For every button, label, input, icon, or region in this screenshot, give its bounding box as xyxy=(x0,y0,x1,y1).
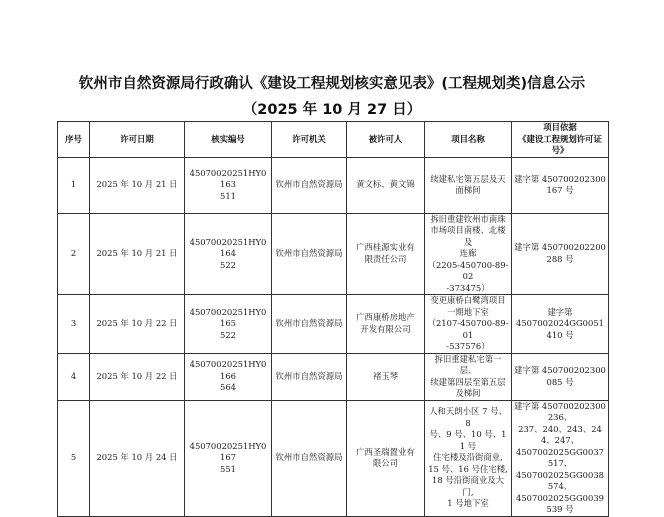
document-title: 钦州市自然资源局行政确认《建设工程规划核实意见表》(工程规划类)信息公示 xyxy=(78,76,586,92)
cell-licensee: 褚玉琴 xyxy=(347,353,425,400)
cell-authority: 钦州市自然资源局 xyxy=(272,295,347,354)
cell-authority: 钦州市自然资源局 xyxy=(272,400,347,516)
header-project: 项目名称 xyxy=(425,122,512,158)
cell-basis: 建字第 450700202200288 号 xyxy=(512,213,609,295)
cell-project: 续建私宅第五层及天 面梯间 xyxy=(425,157,512,213)
cell-project: 拆旧重建私宅第一层、 续建第四层至第五层 及梯间 xyxy=(425,353,512,400)
cell-no: 1 xyxy=(58,157,90,213)
cell-code: 45070020251HY0164 522 xyxy=(185,213,272,295)
cell-licensee: 广西桂源实业有 限责任公司 xyxy=(347,213,425,295)
cell-basis: 建字第 4507002024GG0051410 号 xyxy=(512,295,609,354)
table-row xyxy=(58,400,609,516)
cell-licensee: 黄文标、黄文锦 xyxy=(347,157,425,213)
cell-date: 2025 年 10 月 22 日 xyxy=(90,295,185,354)
cell-code: 45070020251HY0165 522 xyxy=(185,295,272,354)
cell-code: 45070020251HY0166 564 xyxy=(185,353,272,400)
cell-project: 人和天朗小区 7 号、8 号、9 号、10 号、11 号 住宅楼及沿街商业, 15 号、16 号住宅楼, 18 号沿街商业及大门, 1 号地下室 xyxy=(425,400,512,516)
cell-licensee: 广西康桥房地产 开发有限公司 xyxy=(347,295,425,354)
cell-project: 变更康桥白鹭湾项目 一期地下室 （2107-450700-89-01 -537576） xyxy=(425,295,512,354)
info-table xyxy=(57,121,609,517)
table-row xyxy=(58,353,609,400)
table-row xyxy=(58,157,609,213)
cell-no: 2 xyxy=(58,213,90,295)
cell-no: 4 xyxy=(58,353,90,400)
cell-authority: 钦州市自然资源局 xyxy=(272,213,347,295)
header-authority: 许可机关 xyxy=(272,122,347,158)
cell-project: 拆旧重建钦州市南珠 市场项目南楼、北楼及 连廊 （2205-450700-89-02 -373475） xyxy=(425,213,512,295)
cell-authority: 钦州市自然资源局 xyxy=(272,157,347,213)
document-date-subtitle: （2025 年 10 月 27 日） xyxy=(242,102,422,118)
header-basis: 项目依据 《建设工程规划许可证号》 xyxy=(512,122,609,158)
header-date: 许可日期 xyxy=(90,122,185,158)
cell-code: 45070020251HY0163 511 xyxy=(185,157,272,213)
header-no: 序号 xyxy=(58,122,90,158)
header-code: 核实编号 xyxy=(185,122,272,158)
cell-basis: 建字第 450700202300167 号 xyxy=(512,157,609,213)
cell-no: 5 xyxy=(58,400,90,516)
table-row xyxy=(58,213,609,295)
cell-basis: 建字第 450700202300085 号 xyxy=(512,353,609,400)
cell-authority: 钦州市自然资源局 xyxy=(272,353,347,400)
cell-date: 2025 年 10 月 22 日 xyxy=(90,353,185,400)
cell-date: 2025 年 10 月 21 日 xyxy=(90,157,185,213)
cell-basis: 建字第 450700202300236、 237、240、243、244、247、 4507002025GG0037517、 4507002025GG0038574、 4507002025GG0039539 号 xyxy=(512,400,609,516)
cell-licensee: 广西圣瑞置业有 限公司 xyxy=(347,400,425,516)
header-licensee: 被许可人 xyxy=(347,122,425,158)
cell-date: 2025 年 10 月 21 日 xyxy=(90,213,185,295)
cell-code: 45070020251HY0167 551 xyxy=(185,400,272,516)
table-header-row xyxy=(58,122,609,158)
cell-date: 2025 年 10 月 24 日 xyxy=(90,400,185,516)
cell-no: 3 xyxy=(58,295,90,354)
table-row xyxy=(58,295,609,354)
